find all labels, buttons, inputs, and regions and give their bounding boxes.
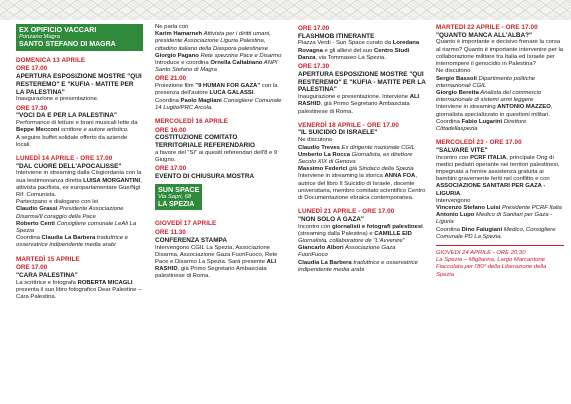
event-time: ORE 17.00 bbox=[298, 25, 330, 32]
event-description: Performance di letture e brani musicali lette da Beppe Mecconi scrittore e autore artistico. bbox=[16, 120, 138, 134]
event-description: Interviene in streaming la storica ANNA FOA, autrice del libro Il Suicidio di Israele, docente universitaria, membro comitato scientifico Centro di Documentazione ebraica contemporanea. bbox=[298, 173, 426, 201]
moderator: Introduce e coordina Ornella Caltabiano ANPI Santo Stefano di Magra bbox=[155, 60, 278, 74]
column-3 bbox=[298, 24, 426, 400]
event-title: APERTURA ESPOSIZIONE MOSTRE "QUI RESTEREMO" E "KUFIA - MATITE PER LA PALESTINA" bbox=[298, 70, 426, 94]
event-date: MERCOLEDÌ 16 APRILE bbox=[155, 117, 229, 125]
speaker: Antonio Lupo Medico di Sanitari per Gaza - Liguria bbox=[436, 212, 553, 226]
speaker: Claudio Grassi Presidente Associazione Disarma/Il coraggio della Pace bbox=[16, 206, 124, 220]
event-title: FLASHMOB ITINERANTE bbox=[298, 32, 375, 40]
event-date: LUNEDÌ 21 APRILE - ORE 17.00 bbox=[298, 208, 395, 216]
speaker: Claudio Treves Ex dirigente nazionale CGIL bbox=[298, 144, 415, 151]
event-title: "CARA PALESTINA" bbox=[16, 272, 78, 280]
event-date: GIOVEDÌ 17 APRILE bbox=[155, 220, 217, 228]
moderator: Coordina Paolo Magliani Consigliere Comunale 14 Luglio/PRC Arcola. bbox=[155, 97, 282, 111]
speaker: Sergio Bassoli Dipartimento politiche internazionali CGIL bbox=[436, 75, 536, 89]
column-1 bbox=[16, 24, 143, 400]
speaker: Roberto Centi Consigliere comunale LeAli La Spezia bbox=[16, 220, 137, 235]
event-time: ORE 21.00 bbox=[155, 75, 187, 83]
event-title: COSTITUZIONE COMITATO TERRITORIALE REFERENDARIO bbox=[155, 134, 256, 150]
event-description: Inaugurazione e presentazione. Interviene ALI RASHID, già Primo Segretario Ambasciata palestinese di Roma. bbox=[298, 94, 420, 115]
event-description: Ne discutono bbox=[298, 137, 333, 144]
event-title: "IL SUICIDIO DI ISRAELE" bbox=[298, 129, 378, 137]
event-date: MARTEDÌ 15 APRILE bbox=[16, 255, 80, 263]
event-description: Ne parla con bbox=[155, 24, 189, 30]
event-time: ORE 17.00 bbox=[16, 65, 48, 73]
event-date: LUNEDÌ 14 APRILE - ORE 17.00 bbox=[16, 154, 113, 162]
event-description: Intervengono bbox=[436, 197, 471, 204]
event-description: Incontro con PCRF ITALIA, principale Ong di medici pediatri operante nei territori palestinesi, impegnata a fornire assistenza gratuita ai bambini gravemente feriti nel conflitto e con ASSOCIAZIONE SANITARI PER GAZA - LIGURIA. bbox=[436, 154, 560, 197]
moderator: Coordina Claudia La Barbera traduttrice e osservatrice indipendente media arabi bbox=[16, 235, 128, 249]
event-date: DOMENICA 13 APRILE bbox=[16, 56, 86, 64]
speaker: Giorgio Pagano Rete spezzina Pace e Disarmo bbox=[155, 52, 282, 59]
event-title: CONFERENZA STAMPA bbox=[155, 236, 227, 244]
speaker: Massimo Federici già Sindaco della Spezia bbox=[298, 166, 414, 173]
event-description: A seguire buffet solidale offerto da aziende locali. bbox=[16, 134, 128, 148]
moderator: Coordina Dino Falugiani Medico, Consigliere Comunale PD La Spezia. bbox=[436, 226, 556, 240]
torchlight-description: La Spezia – Migliarina, Largo Marcantone Fiaccolata per l'80° della Liberazione della Spezia bbox=[436, 257, 547, 278]
event-date: VENERDÌ 18 APRILE - ORE 17.00 bbox=[298, 121, 399, 129]
event-time: ORE 17.30 bbox=[16, 104, 48, 112]
moderator: Coordina Fabio Lugarini Direttore Cittadellaspezia bbox=[436, 118, 527, 132]
event-title: "QUANTO MANCA ALL'ALBA?" bbox=[436, 31, 533, 39]
speaker: Giancarlo Albori Associazione Gaza FuoriFuoco bbox=[298, 245, 396, 259]
venue-label bbox=[155, 184, 202, 211]
torchlight-date: GIOVEDÌ 24 APRILE - ORE 20.30 bbox=[436, 250, 526, 257]
column-4 bbox=[436, 24, 564, 400]
event-title: APERTURA ESPOSIZIONE MOSTRE "QUI RESTEREMO" E "KUFIA - MATITE PER LA PALESTINA" bbox=[16, 73, 142, 96]
speaker: Vincenzo Stefano Luisi Presidente PCRF Italia bbox=[436, 205, 562, 212]
event-time: ORE 17.00 bbox=[16, 264, 48, 272]
event-description: a favore del "Sì" ai quesiti referendari dell'8 e 9 Giugno. bbox=[155, 149, 278, 164]
venue-address: Ponzano Magra bbox=[19, 33, 60, 40]
event-description: Interviene in streaming dalla Cisgiordania con la sua testimonianza diretta LUISA MORGANTINI, attivista pacifista, ex europarlamentare Gue/Ngl Rif. Comunista. bbox=[16, 170, 142, 199]
event-description: Partecipano e dialogano con lei bbox=[16, 199, 99, 206]
venue-label bbox=[16, 24, 143, 51]
event-date: MERCOLEDÌ 23 - ORE 17.00 bbox=[436, 139, 522, 147]
event-description: Intervengono CGIL La Spezia, Associazione Disarma, Associazione Gaza FuoriFuoco, Rete Pace e Disarmo La Spezia. Sarà presente ALI RASHID, già Primo Segretario Ambasciata palestinese di Roma. bbox=[155, 244, 278, 280]
event-title: "VOCI DA E PER LA PALESTINA" bbox=[16, 112, 117, 120]
venue-name: SUN SPACE bbox=[158, 184, 200, 194]
event-title: "SALVARE VITE" bbox=[436, 146, 488, 154]
event-description: Piazza Verdi - Sun Space curato da Loredana Rovagna e gli allievi del suo Centro Studi Danza, via Tommaseo La Spezia. bbox=[298, 40, 420, 61]
event-title: "NON SOLO A GAZA" bbox=[298, 215, 364, 223]
event-title: "DAL CUORE DELL'APOCALISSE" bbox=[16, 162, 122, 170]
speaker: Karim Hamarneh Attivista per i diritti umani, presidente Associazione Liguria Palestina, cittadino italiano della Diaspora palestinese bbox=[155, 31, 271, 52]
column-2 bbox=[155, 24, 285, 400]
speaker: Giorgio Beretta Analista del commercio internazionale di sistemi armi leggere bbox=[436, 89, 542, 104]
event-description: Inaugurazione e presentazione. bbox=[16, 96, 99, 103]
event-time: ORE 16.00 bbox=[155, 126, 187, 134]
speaker: Claudia La Barbera traduttrice e osservatrice indipendente media arabi bbox=[298, 259, 418, 273]
speaker: Umberto La Rocca Giornalista, ex direttore Secolo XIX di Genova bbox=[298, 151, 413, 165]
venue-city: SANTO STEFANO DI MAGRA bbox=[19, 40, 116, 48]
event-time: ORE 17.00 bbox=[155, 165, 187, 173]
venue-city: LA SPEZIA bbox=[158, 200, 195, 208]
event-time: ORE 17.30 bbox=[298, 63, 330, 71]
keffiyeh-pattern-band bbox=[0, 0, 571, 20]
event-description: Ne discutono bbox=[436, 68, 471, 75]
event-description: Proiezione film "9 HUMAN FOR GAZA" con la presenza dell'autore LUCA GALASSI. bbox=[155, 83, 278, 97]
event-date: MARTEDÌ 22 APRILE - ORE 17.00 bbox=[436, 24, 538, 31]
keffiyeh-pattern bbox=[0, 0, 571, 20]
event-description: Incontro con giornalisti e fotografi palestinesi (streaming dalla Palestina) e CAMILLE EID Giornalista, collaboratore de "L'Avvenire" bbox=[298, 223, 423, 245]
event-title: EVENTO DI CHIUSURA MOSTRA bbox=[155, 172, 255, 180]
venue-name: EX OPIFICIO VACCARI bbox=[19, 25, 97, 34]
event-description: Quanto è importante e decisivo frenare la corsa al riarmo? Quanto è importante intervenire per la collaborazione militare tra Italia ed Israele per interrompere il genocidio in Palestina? bbox=[436, 39, 564, 68]
divider bbox=[436, 245, 564, 246]
event-time: ORE 11.30 bbox=[155, 229, 186, 237]
event-description: Interviene in streaming ANTONIO MAZZEO, giornalista specializzato in questioni militari. bbox=[436, 104, 553, 118]
venue-address: Via Sapri, 68 bbox=[158, 193, 192, 200]
event-description: La scrittrice e fotografa ROBERTA MICAGLI presenta il suo libro fotografico Dear Palestine – Cara Palestina. bbox=[16, 279, 142, 301]
